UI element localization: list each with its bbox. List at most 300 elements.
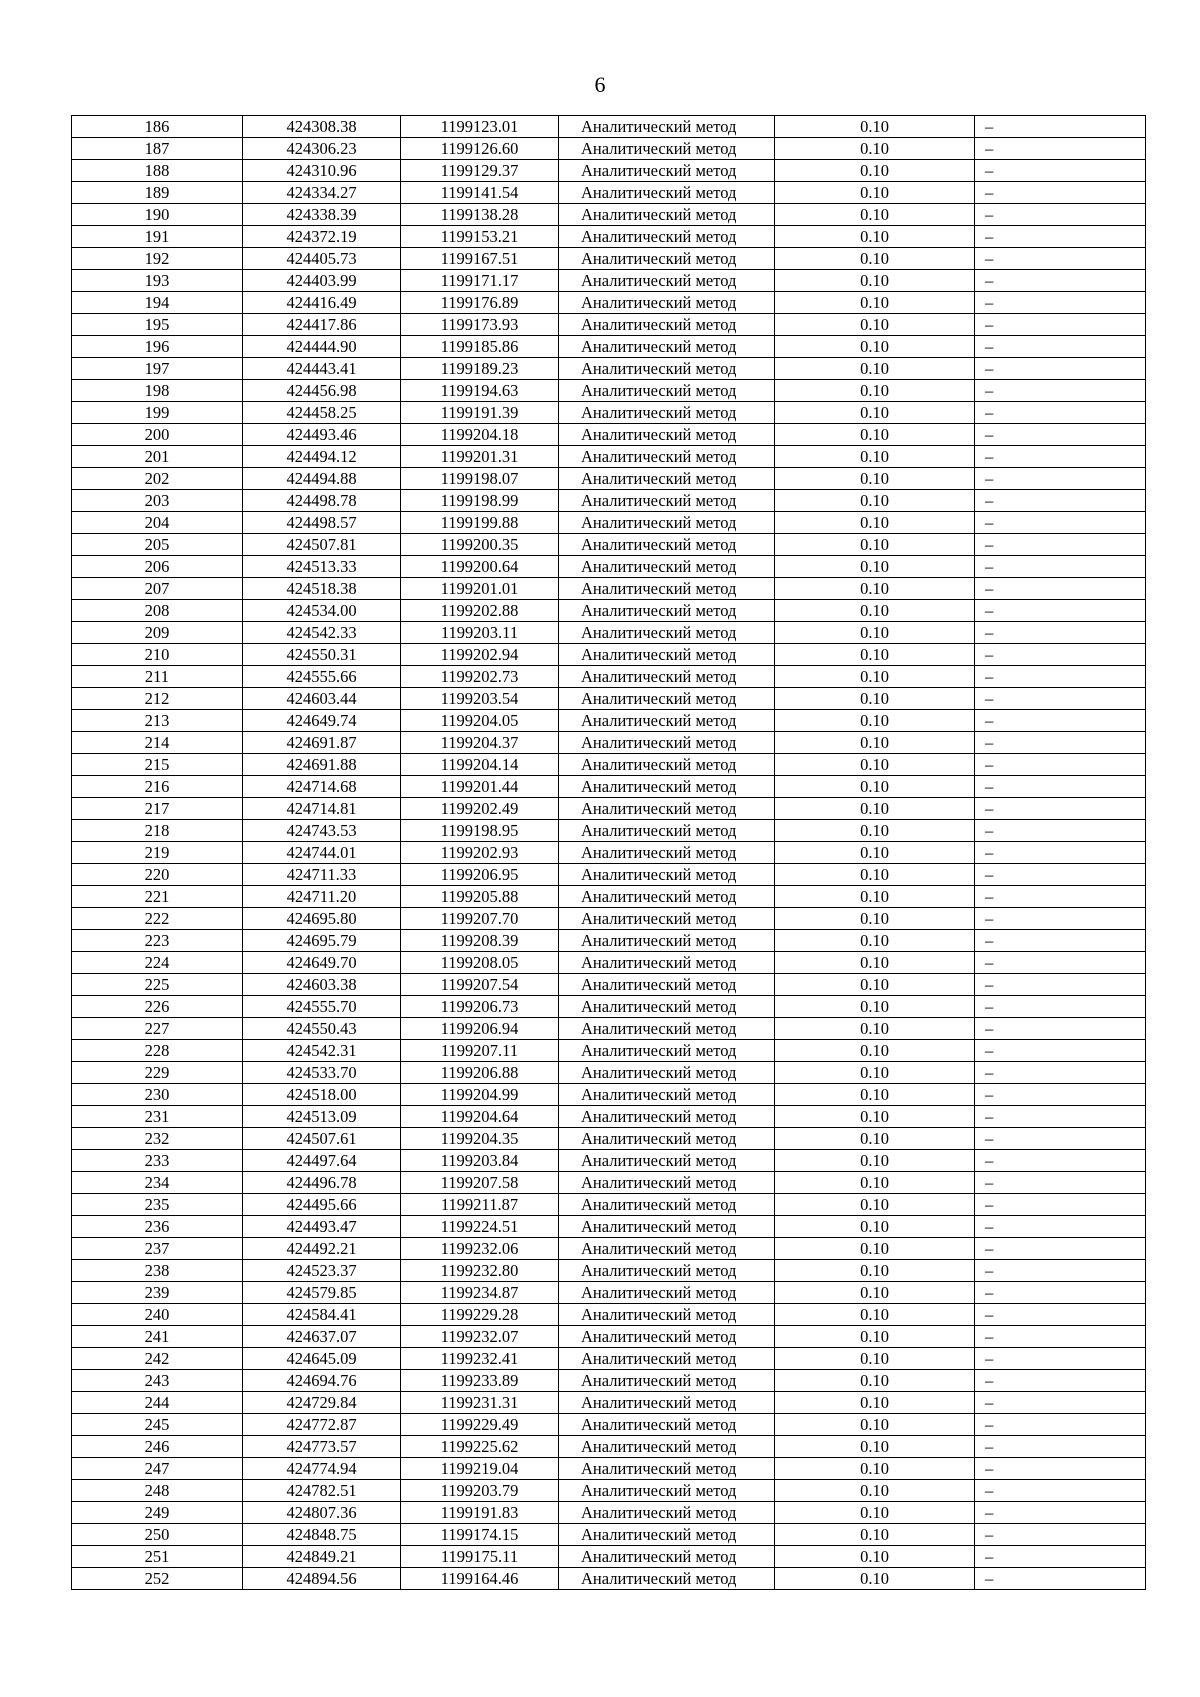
method-cell: Аналитический метод [559,204,775,226]
method-cell: Аналитический метод [559,424,775,446]
x-coordinate-cell: 424807.36 [243,1502,401,1524]
point-number-cell: 188 [72,160,243,182]
y-coordinate-cell: 1199205.88 [401,886,559,908]
y-coordinate-cell: 1199189.23 [401,358,559,380]
method-cell: Аналитический метод [559,622,775,644]
y-coordinate-cell: 1199204.18 [401,424,559,446]
accuracy-cell: 0.10 [775,864,975,886]
accuracy-cell: 0.10 [775,402,975,424]
point-number-cell: 241 [72,1326,243,1348]
x-coordinate-cell: 424555.70 [243,996,401,1018]
table-row [72,336,1146,358]
x-coordinate-cell: 424550.43 [243,1018,401,1040]
method-cell: Аналитический метод [559,380,775,402]
point-number-cell: 228 [72,1040,243,1062]
description-cell: – [975,622,1146,644]
x-coordinate-cell: 424743.53 [243,820,401,842]
table-row [72,1040,1146,1062]
table-row [72,864,1146,886]
description-cell: – [975,1348,1146,1370]
y-coordinate-cell: 1199200.35 [401,534,559,556]
x-coordinate-cell: 424443.41 [243,358,401,380]
point-number-cell: 190 [72,204,243,226]
description-cell: – [975,160,1146,182]
description-cell: – [975,644,1146,666]
method-cell: Аналитический метод [559,820,775,842]
table-row [72,160,1146,182]
x-coordinate-cell: 424513.33 [243,556,401,578]
y-coordinate-cell: 1199203.54 [401,688,559,710]
point-number-cell: 236 [72,1216,243,1238]
description-cell: – [975,1458,1146,1480]
x-coordinate-cell: 424894.56 [243,1568,401,1590]
table-row [72,644,1146,666]
y-coordinate-cell: 1199153.21 [401,226,559,248]
description-cell: – [975,1546,1146,1568]
description-cell: – [975,908,1146,930]
table-row [72,1502,1146,1524]
point-number-cell: 197 [72,358,243,380]
description-cell: – [975,842,1146,864]
accuracy-cell: 0.10 [775,446,975,468]
y-coordinate-cell: 1199206.95 [401,864,559,886]
point-number-cell: 226 [72,996,243,1018]
y-coordinate-cell: 1199204.05 [401,710,559,732]
y-coordinate-cell: 1199191.39 [401,402,559,424]
x-coordinate-cell: 424711.33 [243,864,401,886]
description-cell: – [975,1282,1146,1304]
accuracy-cell: 0.10 [775,160,975,182]
x-coordinate-cell: 424518.38 [243,578,401,600]
y-coordinate-cell: 1199204.37 [401,732,559,754]
y-coordinate-cell: 1199202.88 [401,600,559,622]
description-cell: – [975,512,1146,534]
table-row [72,1458,1146,1480]
x-coordinate-cell: 424494.88 [243,468,401,490]
point-number-cell: 234 [72,1172,243,1194]
y-coordinate-cell: 1199198.99 [401,490,559,512]
method-cell: Аналитический метод [559,160,775,182]
accuracy-cell: 0.10 [775,1128,975,1150]
accuracy-cell: 0.10 [775,1370,975,1392]
y-coordinate-cell: 1199201.44 [401,776,559,798]
table-row [72,710,1146,732]
point-number-cell: 247 [72,1458,243,1480]
description-cell: – [975,1414,1146,1436]
x-coordinate-cell: 424729.84 [243,1392,401,1414]
y-coordinate-cell: 1199231.31 [401,1392,559,1414]
x-coordinate-cell: 424492.21 [243,1238,401,1260]
y-coordinate-cell: 1199203.84 [401,1150,559,1172]
description-cell: – [975,402,1146,424]
accuracy-cell: 0.10 [775,534,975,556]
description-cell: – [975,974,1146,996]
y-coordinate-cell: 1199232.41 [401,1348,559,1370]
point-number-cell: 205 [72,534,243,556]
point-number-cell: 232 [72,1128,243,1150]
x-coordinate-cell: 424498.57 [243,512,401,534]
method-cell: Аналитический метод [559,666,775,688]
accuracy-cell: 0.10 [775,710,975,732]
point-number-cell: 224 [72,952,243,974]
point-number-cell: 212 [72,688,243,710]
x-coordinate-cell: 424498.78 [243,490,401,512]
table-row [72,556,1146,578]
x-coordinate-cell: 424308.38 [243,116,401,138]
description-cell: – [975,1084,1146,1106]
method-cell: Аналитический метод [559,842,775,864]
accuracy-cell: 0.10 [775,930,975,952]
method-cell: Аналитический метод [559,534,775,556]
x-coordinate-cell: 424534.00 [243,600,401,622]
point-number-cell: 189 [72,182,243,204]
table-row [72,1128,1146,1150]
accuracy-cell: 0.10 [775,556,975,578]
coordinates-table-body [72,116,1146,1590]
point-number-cell: 220 [72,864,243,886]
method-cell: Аналитический метод [559,1260,775,1282]
accuracy-cell: 0.10 [775,1480,975,1502]
x-coordinate-cell: 424403.99 [243,270,401,292]
method-cell: Аналитический метод [559,1238,775,1260]
table-row [72,138,1146,160]
x-coordinate-cell: 424497.64 [243,1150,401,1172]
method-cell: Аналитический метод [559,270,775,292]
description-cell: – [975,754,1146,776]
method-cell: Аналитический метод [559,182,775,204]
point-number-cell: 198 [72,380,243,402]
table-row [72,314,1146,336]
point-number-cell: 235 [72,1194,243,1216]
point-number-cell: 187 [72,138,243,160]
x-coordinate-cell: 424584.41 [243,1304,401,1326]
description-cell: – [975,1216,1146,1238]
method-cell: Аналитический метод [559,1458,775,1480]
point-number-cell: 227 [72,1018,243,1040]
description-cell: – [975,1018,1146,1040]
table-row [72,424,1146,446]
x-coordinate-cell: 424711.20 [243,886,401,908]
description-cell: – [975,1172,1146,1194]
table-row [72,1392,1146,1414]
point-number-cell: 239 [72,1282,243,1304]
y-coordinate-cell: 1199208.39 [401,930,559,952]
accuracy-cell: 0.10 [775,204,975,226]
y-coordinate-cell: 1199234.87 [401,1282,559,1304]
method-cell: Аналитический метод [559,974,775,996]
y-coordinate-cell: 1199174.15 [401,1524,559,1546]
table-row [72,732,1146,754]
y-coordinate-cell: 1199198.95 [401,820,559,842]
method-cell: Аналитический метод [559,754,775,776]
accuracy-cell: 0.10 [775,1326,975,1348]
description-cell: – [975,710,1146,732]
accuracy-cell: 0.10 [775,116,975,138]
accuracy-cell: 0.10 [775,1018,975,1040]
accuracy-cell: 0.10 [775,1304,975,1326]
y-coordinate-cell: 1199219.04 [401,1458,559,1480]
method-cell: Аналитический метод [559,292,775,314]
x-coordinate-cell: 424496.78 [243,1172,401,1194]
method-cell: Аналитический метод [559,468,775,490]
method-cell: Аналитический метод [559,886,775,908]
accuracy-cell: 0.10 [775,1568,975,1590]
table-row [72,1348,1146,1370]
table-row [72,996,1146,1018]
method-cell: Аналитический метод [559,1194,775,1216]
y-coordinate-cell: 1199194.63 [401,380,559,402]
point-number-cell: 202 [72,468,243,490]
y-coordinate-cell: 1199206.73 [401,996,559,1018]
coordinates-table [71,115,1146,1590]
point-number-cell: 199 [72,402,243,424]
accuracy-cell: 0.10 [775,512,975,534]
description-cell: – [975,1260,1146,1282]
x-coordinate-cell: 424458.25 [243,402,401,424]
table-row [72,1524,1146,1546]
accuracy-cell: 0.10 [775,600,975,622]
point-number-cell: 222 [72,908,243,930]
description-cell: – [975,138,1146,160]
point-number-cell: 250 [72,1524,243,1546]
x-coordinate-cell: 424714.68 [243,776,401,798]
method-cell: Аналитический метод [559,930,775,952]
description-cell: – [975,226,1146,248]
method-cell: Аналитический метод [559,688,775,710]
table-row [72,1282,1146,1304]
point-number-cell: 238 [72,1260,243,1282]
description-cell: – [975,270,1146,292]
accuracy-cell: 0.10 [775,1084,975,1106]
method-cell: Аналитический метод [559,1172,775,1194]
y-coordinate-cell: 1199232.07 [401,1326,559,1348]
table-row [72,1546,1146,1568]
x-coordinate-cell: 424542.33 [243,622,401,644]
x-coordinate-cell: 424555.66 [243,666,401,688]
method-cell: Аналитический метод [559,1348,775,1370]
point-number-cell: 192 [72,248,243,270]
accuracy-cell: 0.10 [775,1172,975,1194]
method-cell: Аналитический метод [559,776,775,798]
description-cell: – [975,666,1146,688]
description-cell: – [975,864,1146,886]
description-cell: – [975,468,1146,490]
point-number-cell: 243 [72,1370,243,1392]
description-cell: – [975,1326,1146,1348]
table-row [72,1414,1146,1436]
accuracy-cell: 0.10 [775,974,975,996]
table-row [72,1172,1146,1194]
point-number-cell: 230 [72,1084,243,1106]
table-row [72,1062,1146,1084]
y-coordinate-cell: 1199225.62 [401,1436,559,1458]
table-row [72,754,1146,776]
point-number-cell: 249 [72,1502,243,1524]
description-cell: – [975,490,1146,512]
method-cell: Аналитический метод [559,1040,775,1062]
accuracy-cell: 0.10 [775,1546,975,1568]
accuracy-cell: 0.10 [775,1260,975,1282]
method-cell: Аналитический метод [559,578,775,600]
x-coordinate-cell: 424306.23 [243,138,401,160]
description-cell: – [975,996,1146,1018]
x-coordinate-cell: 424310.96 [243,160,401,182]
description-cell: – [975,248,1146,270]
accuracy-cell: 0.10 [775,798,975,820]
table-row [72,358,1146,380]
table-row [72,600,1146,622]
method-cell: Аналитический метод [559,402,775,424]
x-coordinate-cell: 424695.79 [243,930,401,952]
point-number-cell: 219 [72,842,243,864]
point-number-cell: 209 [72,622,243,644]
description-cell: – [975,930,1146,952]
method-cell: Аналитический метод [559,710,775,732]
y-coordinate-cell: 1199229.28 [401,1304,559,1326]
method-cell: Аналитический метод [559,1304,775,1326]
y-coordinate-cell: 1199202.94 [401,644,559,666]
accuracy-cell: 0.10 [775,842,975,864]
x-coordinate-cell: 424649.74 [243,710,401,732]
table-row [72,666,1146,688]
accuracy-cell: 0.10 [775,1436,975,1458]
accuracy-cell: 0.10 [775,776,975,798]
x-coordinate-cell: 424603.44 [243,688,401,710]
y-coordinate-cell: 1199229.49 [401,1414,559,1436]
point-number-cell: 251 [72,1546,243,1568]
table-row [72,1084,1146,1106]
description-cell: – [975,182,1146,204]
accuracy-cell: 0.10 [775,908,975,930]
description-cell: – [975,886,1146,908]
method-cell: Аналитический метод [559,1392,775,1414]
x-coordinate-cell: 424416.49 [243,292,401,314]
accuracy-cell: 0.10 [775,1106,975,1128]
point-number-cell: 206 [72,556,243,578]
description-cell: – [975,1524,1146,1546]
y-coordinate-cell: 1199175.11 [401,1546,559,1568]
y-coordinate-cell: 1199199.88 [401,512,559,534]
point-number-cell: 237 [72,1238,243,1260]
point-number-cell: 207 [72,578,243,600]
description-cell: – [975,1370,1146,1392]
table-row [72,776,1146,798]
method-cell: Аналитический метод [559,1546,775,1568]
point-number-cell: 201 [72,446,243,468]
y-coordinate-cell: 1199191.83 [401,1502,559,1524]
x-coordinate-cell: 424523.37 [243,1260,401,1282]
method-cell: Аналитический метод [559,556,775,578]
point-number-cell: 204 [72,512,243,534]
x-coordinate-cell: 424542.31 [243,1040,401,1062]
y-coordinate-cell: 1199206.88 [401,1062,559,1084]
method-cell: Аналитический метод [559,512,775,534]
table-row [72,380,1146,402]
x-coordinate-cell: 424444.90 [243,336,401,358]
point-number-cell: 193 [72,270,243,292]
x-coordinate-cell: 424645.09 [243,1348,401,1370]
accuracy-cell: 0.10 [775,182,975,204]
y-coordinate-cell: 1199204.14 [401,754,559,776]
method-cell: Аналитический метод [559,336,775,358]
table-row [72,446,1146,468]
y-coordinate-cell: 1199201.31 [401,446,559,468]
method-cell: Аналитический метод [559,1370,775,1392]
x-coordinate-cell: 424774.94 [243,1458,401,1480]
accuracy-cell: 0.10 [775,380,975,402]
table-row [72,490,1146,512]
description-cell: – [975,336,1146,358]
description-cell: – [975,578,1146,600]
table-row [72,182,1146,204]
method-cell: Аналитический метод [559,1062,775,1084]
description-cell: – [975,380,1146,402]
description-cell: – [975,1040,1146,1062]
table-row [72,534,1146,556]
point-number-cell: 244 [72,1392,243,1414]
point-number-cell: 218 [72,820,243,842]
table-row [72,1018,1146,1040]
description-cell: – [975,688,1146,710]
point-number-cell: 213 [72,710,243,732]
method-cell: Аналитический метод [559,1018,775,1040]
description-cell: – [975,1150,1146,1172]
method-cell: Аналитический метод [559,314,775,336]
accuracy-cell: 0.10 [775,1040,975,1062]
accuracy-cell: 0.10 [775,314,975,336]
point-number-cell: 221 [72,886,243,908]
description-cell: – [975,424,1146,446]
method-cell: Аналитический метод [559,446,775,468]
method-cell: Аналитический метод [559,1568,775,1590]
y-coordinate-cell: 1199204.99 [401,1084,559,1106]
point-number-cell: 245 [72,1414,243,1436]
table-row [72,1150,1146,1172]
table-row [72,798,1146,820]
accuracy-cell: 0.10 [775,688,975,710]
description-cell: – [975,776,1146,798]
description-cell: – [975,534,1146,556]
x-coordinate-cell: 424691.87 [243,732,401,754]
table-row [72,1370,1146,1392]
x-coordinate-cell: 424493.47 [243,1216,401,1238]
table-row [72,886,1146,908]
table-row [72,512,1146,534]
method-cell: Аналитический метод [559,1106,775,1128]
accuracy-cell: 0.10 [775,622,975,644]
point-number-cell: 246 [72,1436,243,1458]
description-cell: – [975,1238,1146,1260]
point-number-cell: 211 [72,666,243,688]
y-coordinate-cell: 1199207.58 [401,1172,559,1194]
y-coordinate-cell: 1199208.05 [401,952,559,974]
x-coordinate-cell: 424495.66 [243,1194,401,1216]
description-cell: – [975,1480,1146,1502]
accuracy-cell: 0.10 [775,292,975,314]
table-row [72,1106,1146,1128]
description-cell: – [975,732,1146,754]
y-coordinate-cell: 1199207.70 [401,908,559,930]
y-coordinate-cell: 1199167.51 [401,248,559,270]
table-row [72,842,1146,864]
accuracy-cell: 0.10 [775,1414,975,1436]
point-number-cell: 214 [72,732,243,754]
y-coordinate-cell: 1199176.89 [401,292,559,314]
description-cell: – [975,1392,1146,1414]
x-coordinate-cell: 424456.98 [243,380,401,402]
point-number-cell: 225 [72,974,243,996]
accuracy-cell: 0.10 [775,666,975,688]
